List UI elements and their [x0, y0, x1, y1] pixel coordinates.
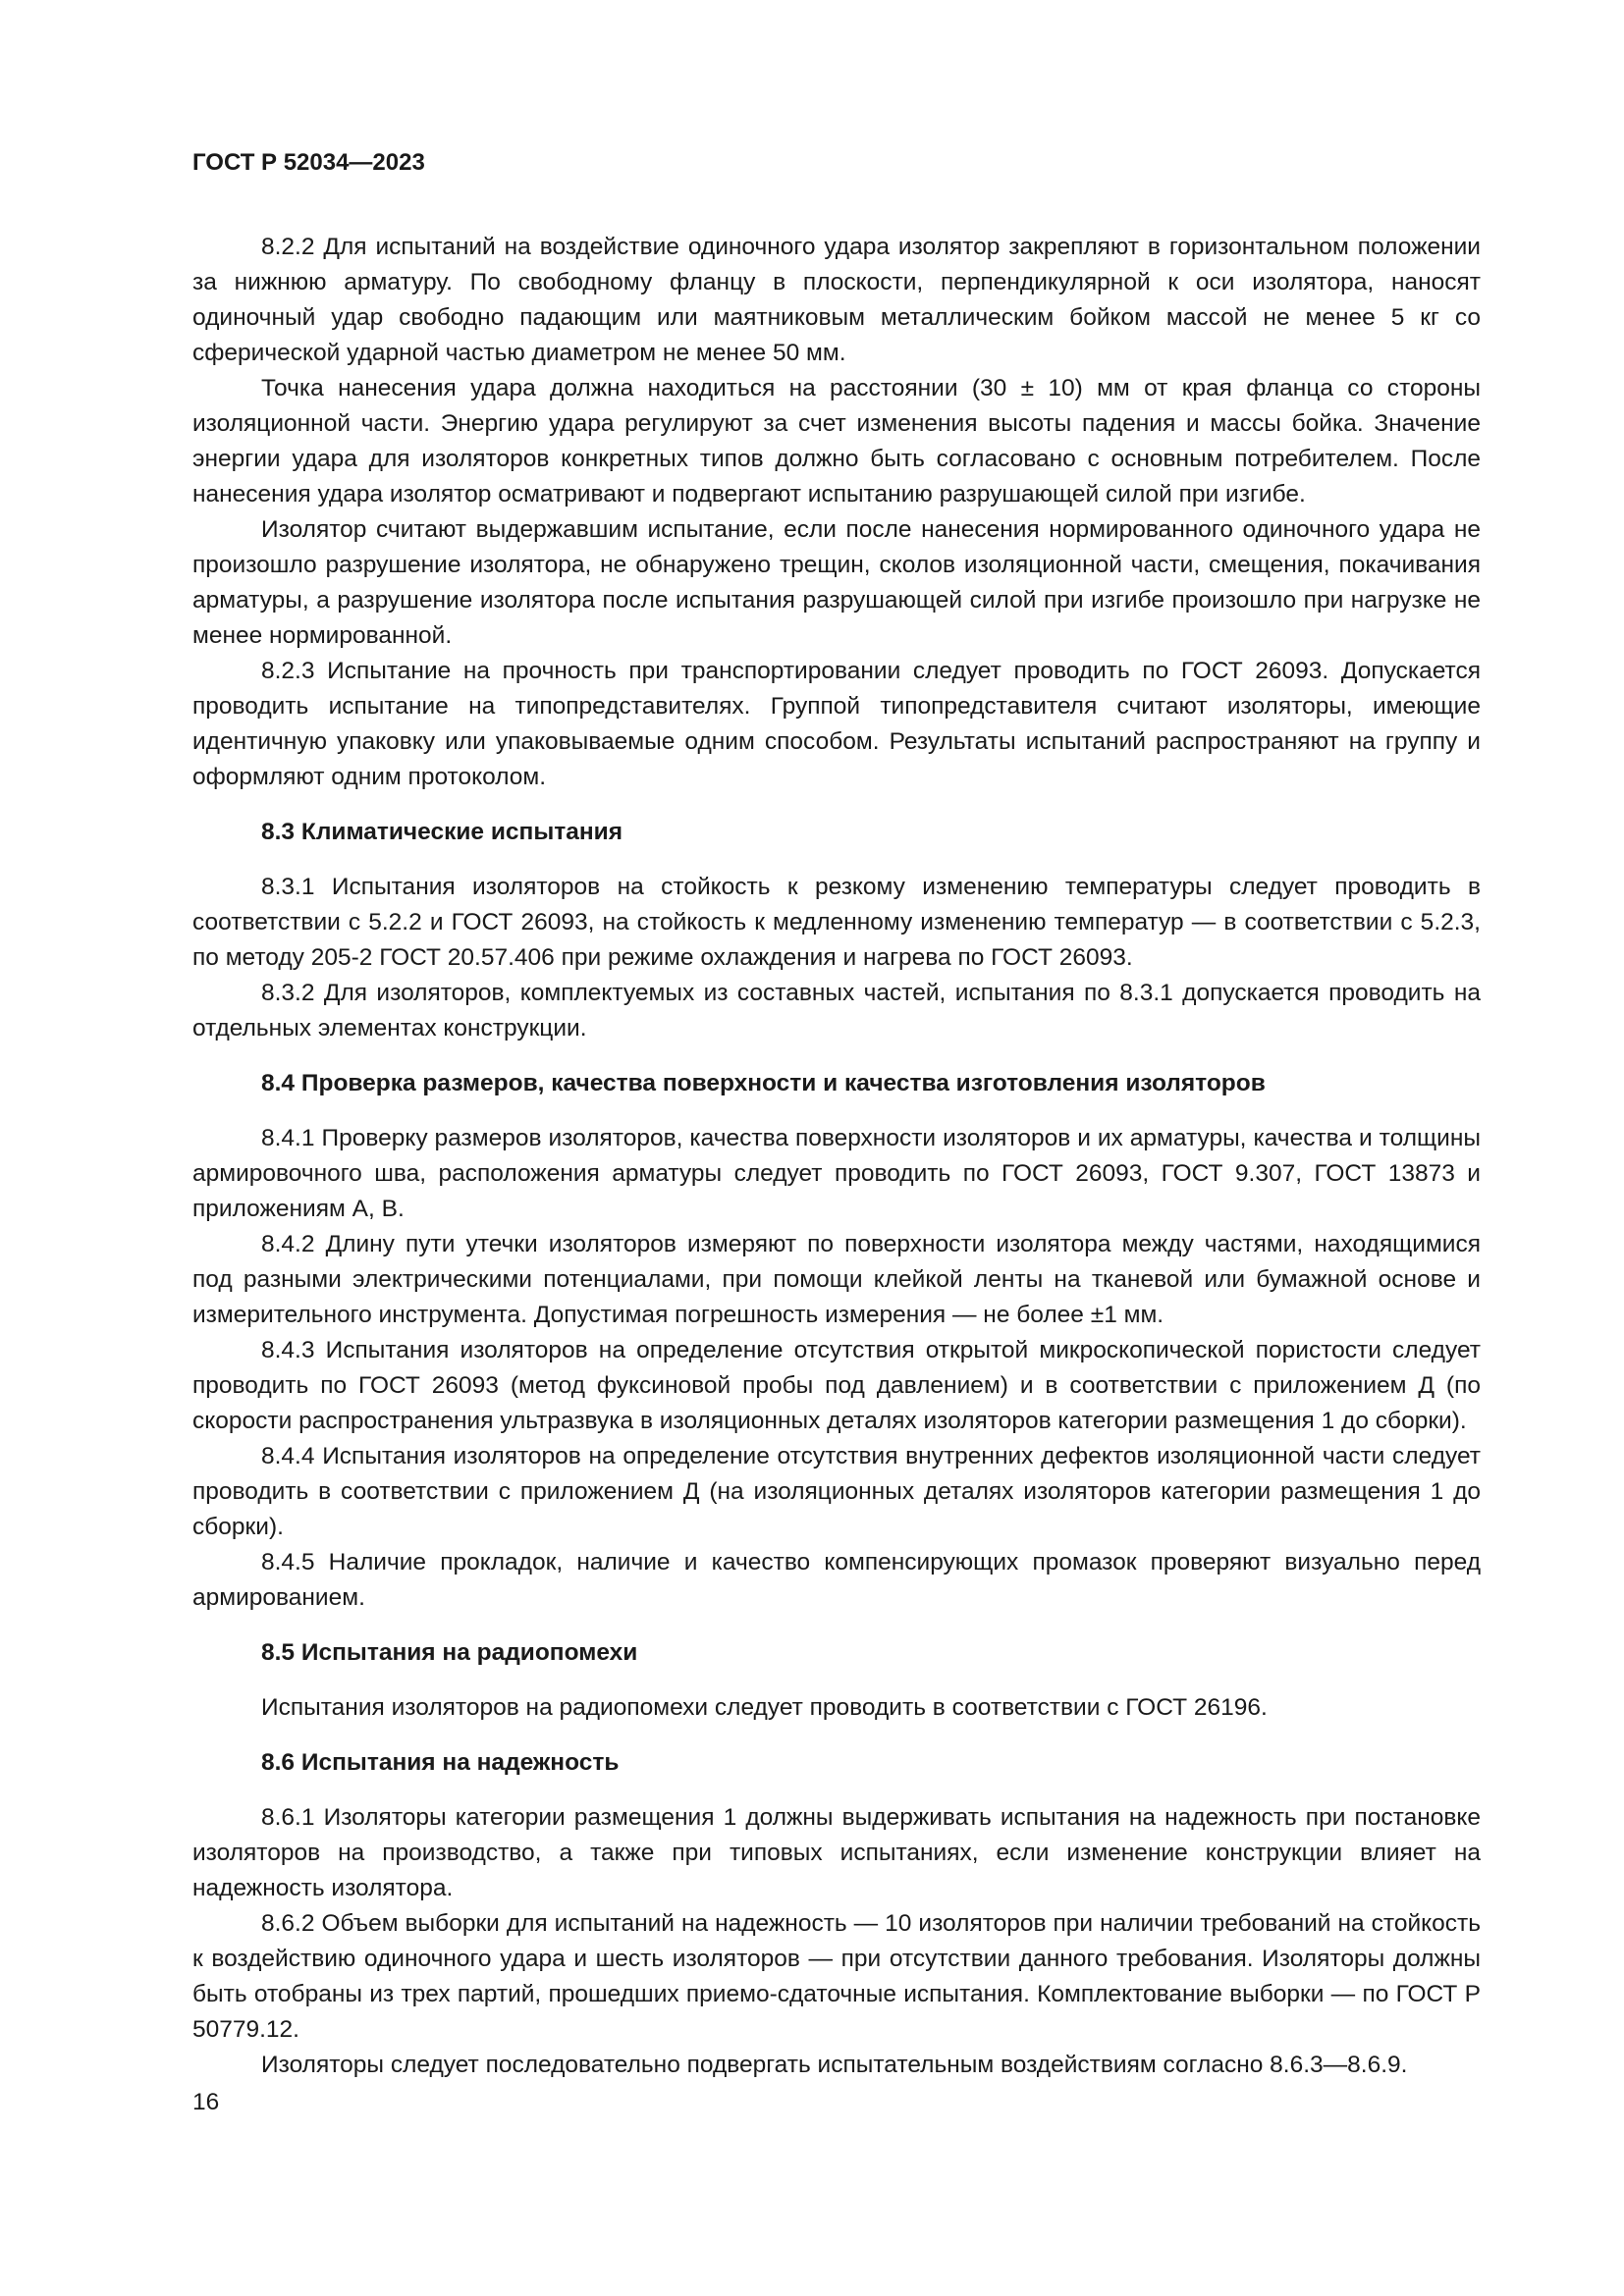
- paragraph-8-6-2: 8.6.2 Объем выборки для испытаний на надежность — 10 изоляторов при наличии требований на стойкость к воздействию одиночного удара и шесть изоляторов — при отсутствии данного требования. Изоляторы должны быть отобраны из трех партий, прошедших приемо-сдаточные испытания. Комплектование выборки — по ГОСТ Р 50779.12.: [192, 1910, 1481, 2043]
- paragraph-impact-point: Точка нанесения удара должна находиться на расстоянии (30 ± 10) мм от края фланца со стороны изоляционной части. Энергию удара регулируют за счет изменения высоты падения и массы бойка. Значение энергии удара для изоляторов конкретных типов должно быть согласовано с основным потребителем. После нанесения удара изолятор осматривают и подвергают испытанию разрушающей силой при изгибе.: [192, 375, 1481, 507]
- document-page: [192, 147, 1481, 2120]
- paragraph-8-4-5: 8.4.5 Наличие прокладок, наличие и качество компенсирующих промазок проверяют визуально перед армированием.: [192, 1549, 1481, 1611]
- section-heading-8-3: 8.3 Климатические испытания: [261, 819, 623, 845]
- document-header: ГОСТ Р 52034—2023: [192, 149, 425, 176]
- section-heading-8-4: 8.4 Проверка размеров, качества поверхности и качества изготовления изоляторов: [261, 1070, 1266, 1096]
- paragraph-impact-criteria: Изолятор считают выдержавшим испытание, если после нанесения нормированного одиночного удара не произошло разрушение изолятора, не обнаружено трещин, сколов изоляционной части, смещения, покачивания арматуры, а разрушение изолятора после испытания разрушающей силой при изгибе произошло при нагрузке не менее нормированной.: [192, 516, 1481, 649]
- paragraph-8-6-1: 8.6.1 Изоляторы категории размещения 1 должны выдерживать испытания на надежность при постановке изоляторов на производство, а также при типовых испытаниях, если изменение конструкции влияет на надежность изолятора.: [192, 1804, 1481, 1901]
- paragraph-8-2-2: 8.2.2 Для испытаний на воздействие одиночного удара изолятор закрепляют в горизонтальном положении за нижнюю арматуру. По свободному фланцу в плоскости, перпендикулярной к оси изолятора, наносят одиночный удар свободно падающим или маятниковым металлическим бойком массой не менее 5 кг со сферической ударной частью диаметром не менее 50 мм.: [192, 234, 1481, 366]
- paragraph-8-5: Испытания изоляторов на радиопомехи следует проводить в соответствии с ГОСТ 26196.: [261, 1694, 1268, 1721]
- paragraph-8-4-2: 8.4.2 Длину пути утечки изоляторов измеряют по поверхности изолятора между частями, находящимися под разными электрическими потенциалами, при помощи клейкой ленты на тканевой или бумажной основе и измерительного инструмента. Допустимая погрешность измерения — не более ±1 мм.: [192, 1231, 1481, 1328]
- paragraph-8-3-1: 8.3.1 Испытания изоляторов на стойкость к резкому изменению температуры следует проводить в соответствии с 5.2.2 и ГОСТ 26093, на стойкость к медленному изменению температур — в соответствии с 5.2.3, по методу 205-2 ГОСТ 20.57.406 при режиме охлаждения и нагрева по ГОСТ 26093.: [192, 874, 1481, 971]
- paragraph-8-3-2: 8.3.2 Для изоляторов, комплектуемых из составных частей, испытания по 8.3.1 допускается проводить на отдельных элементах конструкции.: [192, 980, 1481, 1041]
- paragraph-8-4-3: 8.4.3 Испытания изоляторов на определение отсутствия открытой микроскопической пористости следует проводить по ГОСТ 26093 (метод фуксиновой пробы под давлением) и в соответствии с приложением Д (по скорости распространения ультразвука в изоляционных деталях изоляторов категории размещения 1 до сборки).: [192, 1337, 1481, 1434]
- section-heading-8-5: 8.5 Испытания на радиопомехи: [261, 1639, 638, 1666]
- paragraph-8-2-3: 8.2.3 Испытание на прочность при транспортировании следует проводить по ГОСТ 26093. Допускается проводить испытание на типопредставителях. Группой типопредставителя считают изоляторы, имеющие идентичную упаковку или упаковываемые одним способом. Результаты испытаний распространяют на группу и оформляют одним протоколом.: [192, 658, 1481, 790]
- paragraph-8-4-4: 8.4.4 Испытания изоляторов на определение отсутствия внутренних дефектов изоляционной части следует проводить в соответствии с приложением Д (на изоляционных деталях изоляторов категории размещения 1 до сборки).: [192, 1443, 1481, 1540]
- section-heading-8-6: 8.6 Испытания на надежность: [261, 1749, 620, 1776]
- page-number: 16: [192, 2089, 220, 2115]
- paragraph-8-4-1: 8.4.1 Проверку размеров изоляторов, качества поверхности изоляторов и их арматуры, качества и толщины армировочного шва, расположения арматуры следует проводить по ГОСТ 26093, ГОСТ 9.307, ГОСТ 13873 и приложениям А, В.: [192, 1125, 1481, 1222]
- paragraph-test-sequence: Изоляторы следует последовательно подвергать испытательным воздействиям согласно 8.6.3—8.6.9.: [261, 2052, 1408, 2078]
